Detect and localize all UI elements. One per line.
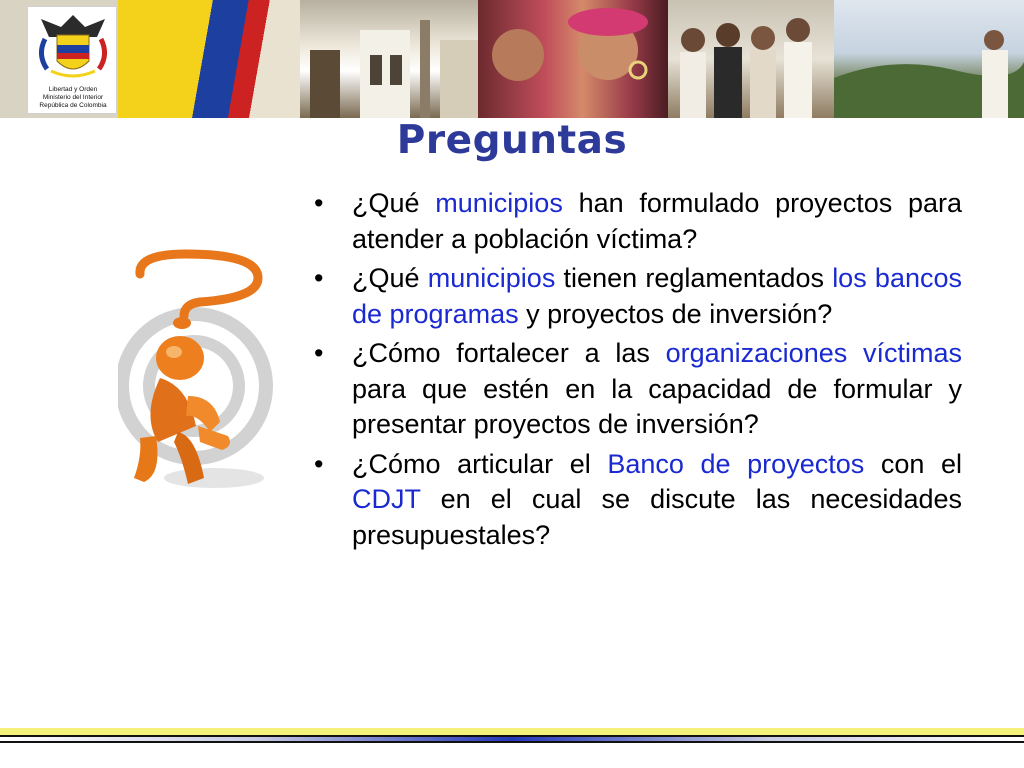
logo-caption-line-3: República de Colombia xyxy=(39,102,107,109)
question-text: para que estén en la capacidad de formular y presentar proyectos de inversión? xyxy=(352,373,962,439)
flag-photo xyxy=(118,0,308,118)
header-banner xyxy=(0,0,1024,118)
town-photo xyxy=(300,0,478,118)
question-item xyxy=(308,261,962,332)
highlighted-term: municipios xyxy=(435,188,563,218)
question-text: ¿Qué xyxy=(352,263,428,293)
question-list xyxy=(308,186,962,557)
question-text: en el cual se discute las necesidades presupuestales? xyxy=(352,484,962,550)
highlighted-term: municipios xyxy=(427,263,556,293)
coat-of-arms-logo xyxy=(27,6,117,114)
question-text: ¿Qué xyxy=(352,188,436,218)
bullet-icon: • xyxy=(314,448,324,479)
festival-photo xyxy=(478,0,668,118)
bullet-icon: • xyxy=(314,263,324,293)
question-item xyxy=(308,336,962,443)
question-text: tienen reglamentados xyxy=(555,263,833,293)
highlighted-term: CDJT xyxy=(352,484,421,514)
slide-title: Preguntas xyxy=(396,118,628,163)
community-photo xyxy=(668,0,834,118)
logo-caption-line-1: Libertad y Orden xyxy=(48,86,98,93)
highlighted-term: los bancos de programas xyxy=(352,263,962,329)
footer-stripes xyxy=(0,728,1024,768)
question-text: y proyectos de inversión? xyxy=(518,298,833,329)
bullet-icon: • xyxy=(314,188,324,218)
highlighted-term: organizaciones víctimas xyxy=(665,338,962,368)
coat-of-arms-icon xyxy=(31,9,115,81)
question-item xyxy=(308,186,962,257)
question-item xyxy=(308,447,962,554)
question-text: han formulado proyectos para atender a población víctima? xyxy=(352,188,962,254)
thinking-figure-illustration xyxy=(118,246,278,501)
highlighted-term: Banco de proyectos xyxy=(607,448,865,479)
bullet-icon: • xyxy=(314,338,324,368)
landscape-photo xyxy=(834,0,1024,118)
question-text: ¿Cómo fortalecer a las xyxy=(352,338,666,368)
logo-caption-line-2: Ministerio del Interior xyxy=(42,94,104,101)
question-text: con el xyxy=(864,448,962,479)
question-text: ¿Cómo articular el xyxy=(352,448,608,479)
